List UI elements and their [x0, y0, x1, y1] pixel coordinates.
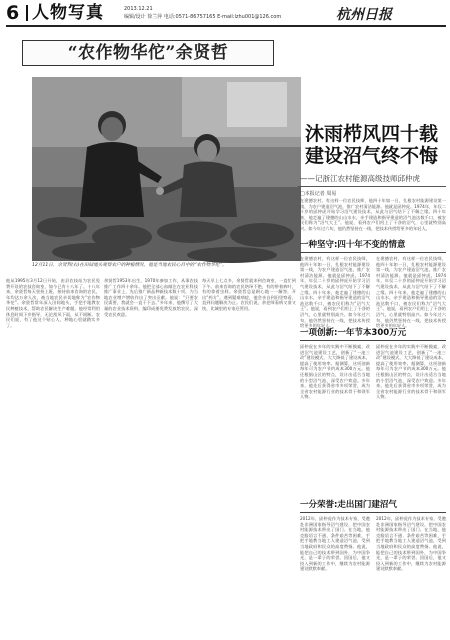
side-section-3-text-b: 2012年，邱仲虎作为技术专家，受邀赴非洲国家指导沼气建设，把中国农村能源技术带出了国门。在当地，他克服语言不通、条件艰苦等困难，手把手地教当地工人建造沼气池，受到当地政府和民众的高度赞扬。他说，能把自己的技术带到国外，为中国争光，是一辈子的荣誉。回国后，他又投入到新的工作中，继续为农村能源建设默默奉献。	[376, 516, 446, 572]
main-article-column-2: 余贤哲1953年出生，1970年参加工作，从事农技推广工作四十余年。他把全部心血倾注在农业科技推广事业上，先后推广新品种新技术数十项，为当地农业增产增收作出了突出贡献。他说：“只要农民需要，我就会一直干下去。”多年来，他撰写了大量的农业技术资料，编印成册免费发放给农民，深受农民欢迎。	[104, 278, 198, 317]
main-article-column-3: 每天早上七点多，余贤哲就来到咨询室，一直忙到下午。前来咨询的农民络绎不绝，有的带着病叶，有的拿着虫样。余贤哲总是耐心地一一解答，开出“药方”。遇到疑难病症，他会亲自到田里察看，直到问题解决为止。农民们说，余老师看病又准又快，比城里的专家还管用。	[202, 278, 296, 311]
side-section-1-text-a: 在建德农村，有这样一位农民技师，他四十年如一日，扎根农村能源建设第一线，为农户建造沼气池，推广农村清洁能源。他就是邱仲虎。1974年，年仅二十岁的邱仲虎开始学习沼气建设技术，从此与沼气结下了不解之缘。四十年来，他走遍了建德的山山水水，亲手建造和指导建造的沼气池达数千口，被农民们称为“沼气大王”。他说，看到农户们用上了干净的沼气，心里就特别高兴。如今年过六旬，他仍然坚持在一线，把技术传授给更多的年轻人。	[300, 256, 370, 329]
section-rule	[300, 340, 446, 341]
side-section-3-text-a: 2012年，邱仲虎作为技术专家，受邀赴非洲国家指导沼气建设，把中国农村能源技术带出了国门。在当地，他克服语言不通、条件艰苦等困难，手把手地教当地工人建造沼气池，受到当地政府和民众的高度赞扬。他说，能把自己的技术带到国外，为中国争光，是一辈子的荣誉。回国后，他又投入到新的工作中，继续为农村能源建设默默奉献。	[300, 516, 370, 572]
section-rule	[300, 512, 446, 513]
side-subtitle: ——记浙江农村能源高级技师邱仲虎	[300, 174, 420, 183]
page-number: 6	[6, 2, 20, 24]
photo-caption: 12月11日，余贤哲(右)在田间地头观察农户的种植情况，他是当地农民心目中的“农作物华佗”。	[32, 263, 227, 268]
side-section-title-3: 一分荣誉:走出国门建沼气	[300, 500, 397, 510]
editor-contact: 编辑/设计 徐兰萍 电话:0571-86757165 E-mail:lzhu001@126.com	[124, 14, 282, 20]
issue-date: 2013.12.21	[124, 6, 153, 12]
photo-illustration	[32, 77, 301, 261]
section-title: 人物写真	[32, 3, 104, 23]
side-intro-text: 在建德农村，有这样一位农民技师，他四十年如一日，扎根农村能源建设第一线，为农户建造沼气池，推广农村清洁能源。他就是邱仲虎。1974年，年仅二十岁的邱仲虎开始学习沼气建设技术，从此与沼气结下了不解之缘。四十年来，他走遍了建德的山山水水，亲手建造和指导建造的沼气池达数千口，被农民们称为“沼气大王”。他说，看到农户们用上了干净的沼气，心里就特别高兴。如今年过六旬，他仍然坚持在一线，把技术传授给更多的年轻人。	[300, 198, 446, 231]
byline: □本报记者 周易	[300, 191, 337, 197]
side-headline: 沐雨栉风四十载 建设沼气终不悔	[305, 123, 439, 167]
side-section-2-text-a: 邱仲虎在多年的实践中不断摸索，改进沼气池建设工艺，创新了“一池三改”建设模式，大大降低了建设成本，提高了使用效率。据测算，这项创新每年可为农户节约成本300万元。他还根据山区的特点，设计出适合当地的小型沼气池，深受农户欢迎。多年来，他先后获得省市多项荣誉，成为全省农村能源行业的技术骨干和领军人物。	[300, 344, 370, 400]
side-section-2-text-b: 邱仲虎在多年的实践中不断摸索，改进沼气池建设工艺，创新了“一池三改”建设模式，大大降低了建设成本，提高了使用效率。据测算，这项创新每年可为农户节约成本300万元。他还根据山区的特点，设计出适合当地的小型沼气池，深受农户欢迎。多年来，他先后获得省市多项荣誉，成为全省农村能源行业的技术骨干和领军人物。	[376, 344, 446, 400]
header-rule	[6, 25, 446, 27]
side-section-1-text-b: 在建德农村，有这样一位农民技师，他四十年如一日，扎根农村能源建设第一线，为农户建造沼气池，推广农村清洁能源。他就是邱仲虎。1974年，年仅二十岁的邱仲虎开始学习沼气建设技术，从此与沼气结下了不解之缘。四十年来，他走遍了建德的山山水水，亲手建造和指导建造的沼气池达数千口，被农民们称为“沼气大王”。他说，看到农户们用上了干净的沼气，心里就特别高兴。如今年过六旬，他仍然坚持在一线，把技术传授给更多的年轻人。	[376, 256, 446, 329]
side-section-title-2: 一项创新:一年节本300万元	[300, 328, 407, 338]
side-divider	[298, 186, 446, 187]
main-article-column-1: 他从1995年3月12日开始，由县农技站为农民免费开设的农技咨询室，如今已有十八年了。十八年来，余贤哲每天坚持上班，接待前来咨询的农民，年均达万余人次，被当地农民亲切地称为“农作物华佗”。余贤哲常年深入田间地头，手把手地教农民种植技术，帮助农民解决生产难题。他经常利用休息时间下乡指导，无论刮风下雨，从不间断。农民们说，有了他这个贴心人，种地心里就踏实多了。	[6, 278, 100, 328]
header-separator	[26, 5, 28, 21]
section-rule	[300, 252, 446, 253]
side-section-title-1: 一种坚守:四十年不变的情意	[300, 240, 406, 250]
article-photo	[32, 77, 301, 261]
newspaper-logo: 杭州日报	[336, 7, 392, 23]
main-headline-box	[22, 40, 274, 66]
main-headline: “农作物华佗”余贤哲	[67, 43, 229, 63]
